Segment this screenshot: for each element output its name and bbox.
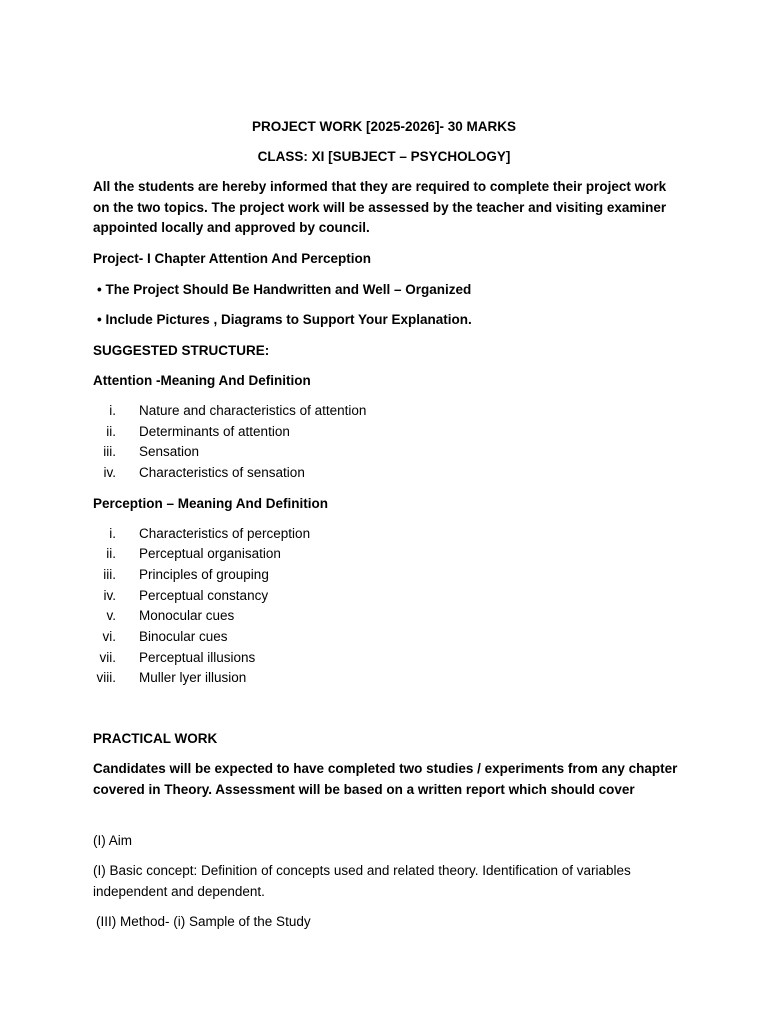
list-text: Sensation (139, 444, 200, 459)
list-number: iii. (103, 567, 116, 582)
aim-line: (I) Aim (93, 833, 132, 848)
bullet-item: • The Project Should Be Handwritten and Well – Organized (97, 282, 472, 297)
list-number: iii. (103, 444, 116, 459)
list-text: Perceptual constancy (139, 588, 269, 603)
list-text: Principles of grouping (139, 567, 269, 582)
list-text: Monocular cues (139, 608, 235, 623)
list-number: iv. (103, 588, 116, 603)
method-line: (III) Method- (i) Sample of the Study (96, 914, 311, 929)
list-number: i. (109, 403, 116, 418)
class-subject-line: CLASS: XI [SUBJECT – PSYCHOLOGY] (257, 149, 511, 164)
list-number: vi. (102, 629, 116, 644)
basic-concept-paragraph: (I) Basic concept: Definition of concepts used and related theory. Identification of variables independent and dependent. (93, 863, 631, 899)
list-number: v. (106, 608, 116, 623)
list-text: Binocular cues (139, 629, 228, 644)
project-heading: Project- I Chapter Attention And Perception (93, 251, 372, 266)
practical-intro-paragraph: Candidates will be expected to have completed two studies / experiments from any chapter covered in Theory. Assessment will be based on a written report which should cover (93, 761, 678, 797)
list-text: Perceptual illusions (139, 650, 256, 665)
bullet-item: • Include Pictures , Diagrams to Support Your Explanation. (97, 312, 472, 327)
perception-heading: Perception – Meaning And Definition (93, 496, 329, 511)
suggested-structure-heading: SUGGESTED STRUCTURE: (93, 343, 270, 358)
list-number: viii. (96, 670, 116, 685)
list-text: Characteristics of perception (139, 526, 311, 541)
list-number: ii. (106, 546, 116, 561)
document-title: PROJECT WORK [2025-2026]- 30 MARKS (251, 119, 517, 134)
list-text: Characteristics of sensation (139, 465, 305, 480)
list-number: vii. (99, 650, 116, 665)
list-text: Muller lyer illusion (139, 670, 247, 685)
attention-heading: Attention -Meaning And Definition (93, 373, 311, 388)
list-number: i. (109, 526, 116, 541)
list-text: Perceptual organisation (139, 546, 281, 561)
intro-paragraph: All the students are hereby informed that they are required to complete their project work on the two topics. The project work will be assessed by the teacher and visiting examiner appointed locally and approved by council. (93, 179, 667, 235)
list-number: ii. (106, 424, 116, 439)
list-text: Nature and characteristics of attention (139, 403, 367, 418)
list-text: Determinants of attention (139, 424, 290, 439)
practical-work-heading: PRACTICAL WORK (93, 731, 218, 746)
list-number: iv. (103, 465, 116, 480)
